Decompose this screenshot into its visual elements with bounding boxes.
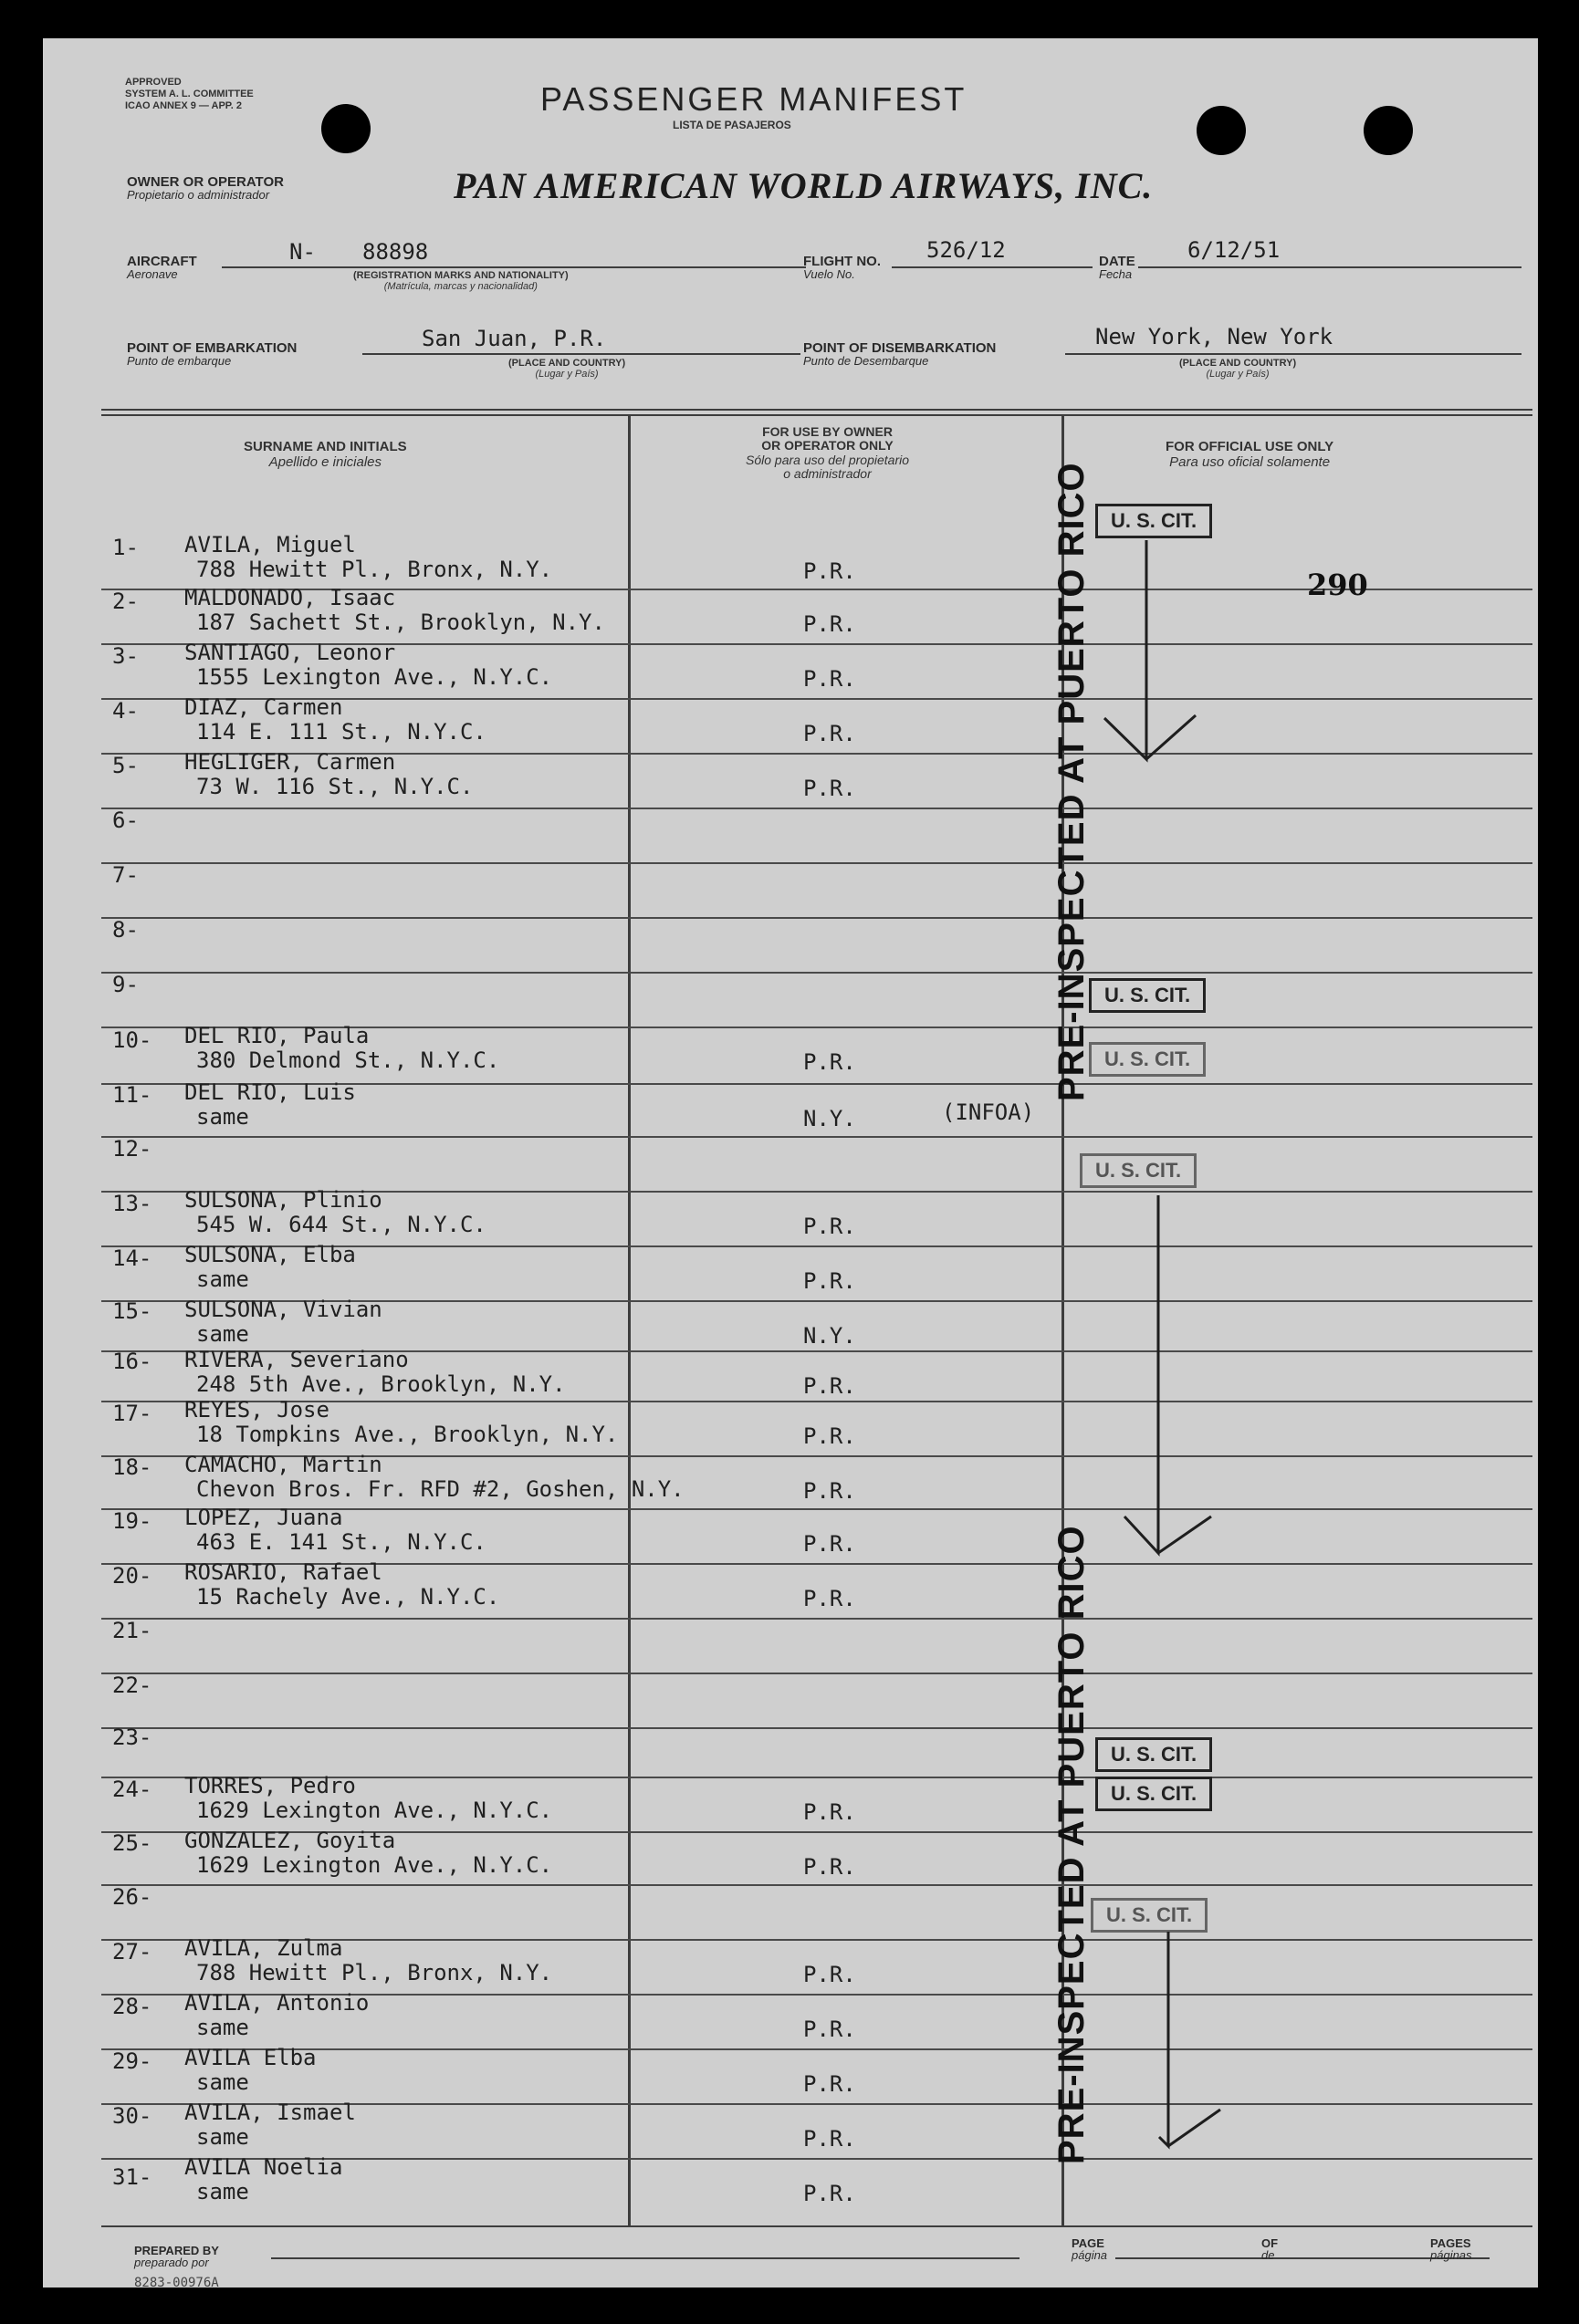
- passenger-address: Chevon Bros. Fr. RFD #2, Goshen, N.Y.: [196, 1476, 685, 1502]
- surname-header: SURNAME AND INITIALS Apellido e iniciales: [244, 439, 407, 470]
- row-number: 17-: [112, 1401, 152, 1426]
- operator-name: PAN AMERICAN WORLD AIRWAYS, INC.: [454, 165, 1154, 206]
- row-number: 19-: [112, 1508, 152, 1534]
- passenger-address: 1555 Lexington Ave., N.Y.C.: [196, 664, 553, 690]
- passenger-address: 788 Hewitt Pl., Bronx, N.Y.: [196, 557, 553, 582]
- us-cit-stamp: U. S. CIT.: [1089, 1042, 1206, 1077]
- row-number: 14-: [112, 1245, 152, 1271]
- date-value: 6/12/51: [1187, 237, 1281, 263]
- passenger-address: same: [196, 1266, 249, 1292]
- owner-use-value: P.R.: [803, 721, 856, 746]
- aircraft-number: 88898: [362, 239, 429, 265]
- row-number: 31-: [112, 2164, 152, 2190]
- row-number: 5-: [112, 753, 139, 778]
- owner-use-value: P.R.: [803, 1962, 856, 1987]
- passenger-name: REYES, Jose: [184, 1397, 329, 1423]
- row-number: 11-: [112, 1082, 152, 1108]
- us-cit-stamp: U. S. CIT.: [1095, 1777, 1212, 1811]
- check-path-1: [1104, 540, 1146, 759]
- passenger-name: AVILA, Miguel: [184, 532, 356, 558]
- passenger-address: 73 W. 116 St., N.Y.C.: [196, 774, 474, 799]
- row-number: 18-: [112, 1454, 152, 1480]
- passenger-name: LOPEZ, Juana: [184, 1505, 343, 1530]
- passenger-name: DIAZ, Carmen: [184, 694, 343, 720]
- row-number: 10-: [112, 1027, 152, 1053]
- owner-use-value: N.Y.: [803, 1106, 856, 1131]
- owner-use-value: P.R.: [803, 2071, 856, 2097]
- owner-use-value: P.R.: [803, 1478, 856, 1504]
- passenger-address: same: [196, 2069, 249, 2095]
- form-number: 8283-00976A: [134, 2276, 219, 2288]
- owner-label: OWNER OR OPERATOR Propietario o administrador: [127, 174, 284, 202]
- check-bracket-3: [1159, 1932, 1220, 2146]
- passenger-address: 18 Tompkins Ave., Brooklyn, N.Y.: [196, 1422, 619, 1447]
- passenger-address: same: [196, 2179, 249, 2204]
- approved-line: SYSTEM A. L. COMMITTEE: [125, 89, 254, 100]
- disembark-place-caption: (PLACE AND COUNTRY) (Lugar y País): [1179, 358, 1297, 380]
- passenger-address: 15 Rachely Ave., N.Y.C.: [196, 1584, 500, 1610]
- manifest-sheet: [43, 38, 1538, 2288]
- passenger-name: AVILA, Zulma: [184, 1935, 343, 1961]
- embark-place-caption: (PLACE AND COUNTRY) (Lugar y País): [508, 358, 626, 380]
- pre-inspected-stamp: PRE-INSPECTED AT PUERTO RICO: [1051, 462, 1092, 1101]
- owner-use-value: P.R.: [803, 1586, 856, 1611]
- row-number: 24-: [112, 1777, 152, 1802]
- us-cit-stamp: U. S. CIT.: [1095, 504, 1212, 538]
- passenger-address: 187 Sachett St., Brooklyn, N.Y.: [196, 610, 605, 635]
- row-number: 25-: [112, 1830, 152, 1856]
- official-use-header: FOR OFFICIAL USE ONLY Para uso oficial solamente: [1166, 439, 1334, 470]
- page-subtitle: LISTA DE PASAJEROS: [673, 119, 791, 131]
- check-bracket-1: [1104, 540, 1196, 759]
- row-number: 29-: [112, 2048, 152, 2074]
- check-path-2b: [1158, 1516, 1211, 1553]
- row-number: 15-: [112, 1298, 152, 1324]
- row-number: 7-: [112, 862, 139, 888]
- passenger-address: 788 Hewitt Pl., Bronx, N.Y.: [196, 1960, 553, 1985]
- owner-use-value: P.R.: [803, 1854, 856, 1880]
- row-number: 27-: [112, 1939, 152, 1964]
- approved-line: ICAO ANNEX 9 — APP. 2: [125, 100, 242, 112]
- owner-use-value: P.R.: [803, 2017, 856, 2042]
- us-cit-stamp: U. S. CIT.: [1095, 1737, 1212, 1772]
- passenger-name: ROSARIO, Rafael: [184, 1559, 382, 1585]
- passenger-name: SANTIAGO, Leonor: [184, 640, 396, 665]
- owner-use-value: P.R.: [803, 2126, 856, 2152]
- passenger-name: AVILA, Antonio: [184, 1990, 370, 2016]
- of-label: OF de: [1261, 2236, 1279, 2262]
- passenger-name: DEL RIO, Paula: [184, 1023, 370, 1048]
- prepared-by-label: PREPARED BY preparado por: [134, 2244, 219, 2269]
- passenger-name: CAMACHO, Martin: [184, 1452, 382, 1477]
- row-number: 16-: [112, 1349, 152, 1374]
- row-number: 8-: [112, 917, 139, 943]
- check-mark: [43, 38, 1538, 2288]
- passenger-name: AVILA Noelia: [184, 2154, 343, 2180]
- passenger-name: AVILA Elba: [184, 2045, 317, 2070]
- passenger-address: 114 E. 111 St., N.Y.C.: [196, 719, 486, 745]
- passenger-address: 545 W. 644 St., N.Y.C.: [196, 1212, 486, 1237]
- owner-use-value: P.R.: [803, 666, 856, 692]
- us-cit-stamp: U. S. CIT.: [1091, 1898, 1208, 1933]
- check-bracket-2: [1124, 1195, 1211, 1553]
- owner-use-value: P.R.: [803, 1423, 856, 1449]
- row-number: 1-: [112, 535, 139, 560]
- passenger-address: same: [196, 2015, 249, 2040]
- row-number: 30-: [112, 2103, 152, 2129]
- owner-use-value: P.R.: [803, 611, 856, 637]
- date-label: DATE Fecha: [1099, 254, 1135, 281]
- passenger-name: DEL RIO, Luis: [184, 1079, 356, 1105]
- row-number: 22-: [112, 1673, 152, 1698]
- passenger-address: 1629 Lexington Ave., N.Y.C.: [196, 1798, 553, 1823]
- row-number: 26-: [112, 1884, 152, 1910]
- passenger-address: 1629 Lexington Ave., N.Y.C.: [196, 1852, 553, 1878]
- page-label: PAGE página: [1072, 2236, 1108, 2262]
- passenger-name: SULSONA, Plinio: [184, 1187, 382, 1213]
- check-path-3b: [1168, 2110, 1220, 2146]
- check-path-2: [1124, 1195, 1158, 1553]
- owner-use-value: P.R.: [803, 1268, 856, 1294]
- passenger-name: GONZALEZ, Goyita: [184, 1828, 396, 1853]
- row-number: 23-: [112, 1725, 152, 1750]
- passenger-name: RIVERA, Severiano: [184, 1347, 409, 1372]
- flight-label: FLIGHT NO. Vuelo No.: [803, 254, 881, 281]
- us-cit-stamp: U. S. CIT.: [1089, 978, 1206, 1013]
- footer-rule: [101, 2225, 1532, 2227]
- row-number: 20-: [112, 1563, 152, 1589]
- disembark-value: New York, New York: [1095, 324, 1333, 349]
- passenger-name: MALDONADO, Isaac: [184, 585, 396, 610]
- passenger-address: 380 Delmond St., N.Y.C.: [196, 1047, 500, 1073]
- aircraft-prefix: N-: [289, 239, 316, 265]
- owner-use-value: P.R.: [803, 558, 856, 584]
- owner-use-value: N.Y.: [803, 1323, 856, 1349]
- row-number: 13-: [112, 1191, 152, 1216]
- row-number: 21-: [112, 1618, 152, 1643]
- passenger-name: AVILA, Ismael: [184, 2100, 356, 2125]
- embark-label: POINT OF EMBARKATION Punto de embarque: [127, 340, 298, 368]
- owner-use-value: P.R.: [803, 776, 856, 801]
- owner-use-header: FOR USE BY OWNER OR OPERATOR ONLY Sólo para uso del propietario o administrador: [746, 424, 910, 482]
- check-path-3: [1159, 1932, 1168, 2146]
- passenger-name: TORRES, Pedro: [184, 1773, 356, 1798]
- count-annotation: 290: [1307, 568, 1368, 602]
- pre-inspected-stamp: PRE-INSPECTED AT PUERTO RICO: [1051, 1525, 1092, 2164]
- aircraft-label: AIRCRAFT Aeronave: [127, 254, 197, 281]
- owner-use-value: P.R.: [803, 1799, 856, 1825]
- row-number: 6-: [112, 808, 139, 833]
- pages-label: PAGES páginas: [1430, 2236, 1472, 2262]
- passenger-name: HEGLIGER, Carmen: [184, 749, 396, 775]
- passenger-address: same: [196, 2124, 249, 2150]
- owner-use-value: P.R.: [803, 1049, 856, 1075]
- prepared-by-underline: [271, 2257, 1020, 2259]
- page-title: PASSENGER MANIFEST: [540, 80, 967, 118]
- owner-use-value: P.R.: [803, 1531, 856, 1557]
- approved-line: APPROVED: [125, 77, 182, 88]
- owner-use-note: (INFOA): [942, 1099, 1035, 1125]
- flight-number: 526/12: [926, 237, 1006, 263]
- owner-use-value: P.R.: [803, 1214, 856, 1239]
- passenger-address: 248 5th Ave., Brooklyn, N.Y.: [196, 1371, 566, 1397]
- row-number: 12-: [112, 1136, 152, 1162]
- passenger-name: SULSONA, Vivian: [184, 1297, 382, 1322]
- row-number: 9-: [112, 972, 139, 997]
- row-number: 28-: [112, 1994, 152, 2019]
- passenger-address: same: [196, 1104, 249, 1130]
- us-cit-stamp: U. S. CIT.: [1080, 1153, 1197, 1188]
- passenger-name: SULSONA, Elba: [184, 1242, 356, 1267]
- passenger-address: 463 E. 141 St., N.Y.C.: [196, 1529, 486, 1555]
- owner-use-value: P.R.: [803, 2181, 856, 2206]
- disembark-label: POINT OF DISEMBARKATION Punto de Desembarque: [803, 340, 997, 368]
- owner-use-value: P.R.: [803, 1373, 856, 1399]
- row-number: 3-: [112, 643, 139, 669]
- row-number: 4-: [112, 698, 139, 724]
- check-path-1b: [1146, 715, 1196, 759]
- passenger-address: same: [196, 1321, 249, 1347]
- embark-value: San Juan, P.R.: [422, 326, 607, 351]
- registration-caption: (REGISTRATION MARKS AND NATIONALITY) (Matrícula, marcas y nacionalidad): [353, 270, 569, 293]
- row-number: 2-: [112, 589, 139, 614]
